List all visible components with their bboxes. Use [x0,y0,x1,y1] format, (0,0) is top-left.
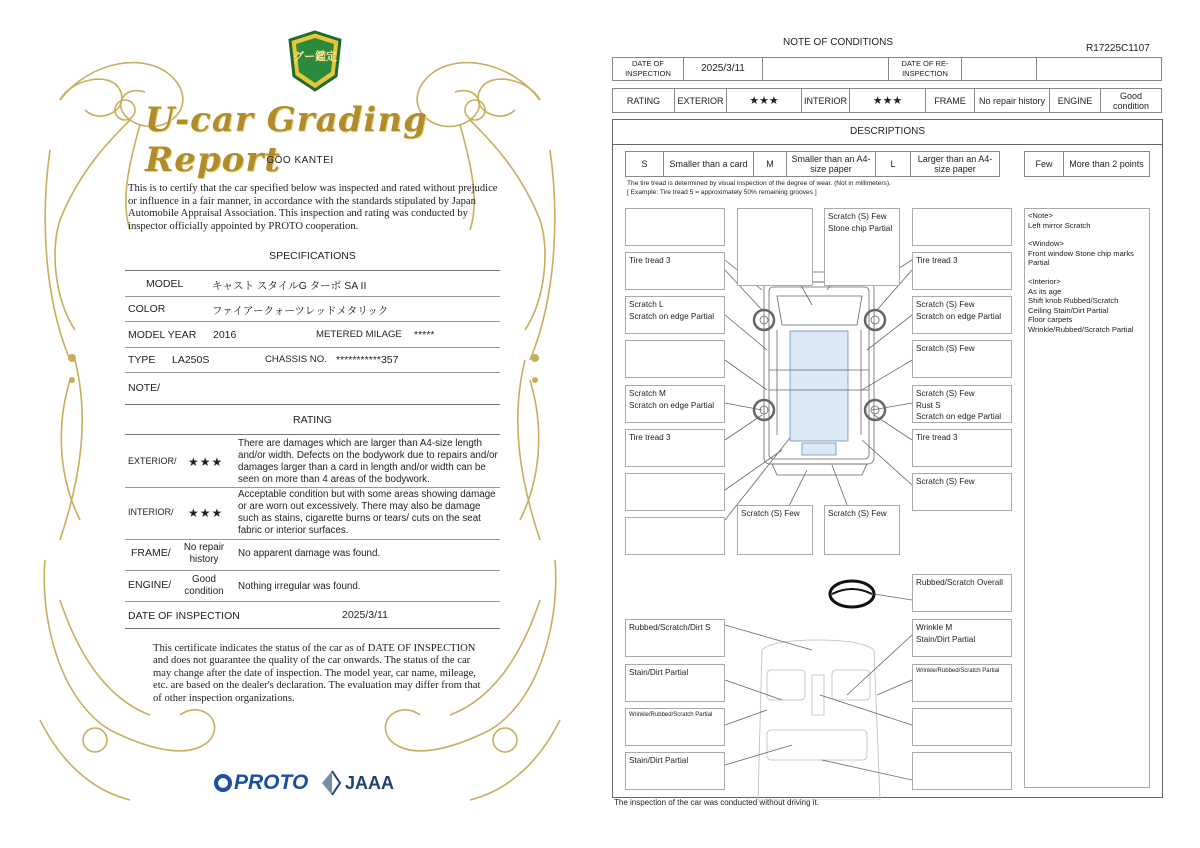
interior-label: INTERIOR/ [128,507,174,517]
notes-interior-heading: <Interior> [1028,276,1061,286]
note-box-left-rear-door: Scratch M Scratch on edge Partial [625,385,725,423]
report-subtitle: GOO KANTEI [266,155,334,166]
date-of-inspection-label: DATE OF INSPECTION [612,57,684,81]
exterior-label: EXTERIOR/ [128,456,177,466]
jaaa-logo [320,770,394,796]
date-of-inspection-value: 2025/3/11 [342,609,388,621]
engine-value: Good condition [1100,88,1162,113]
note-of-conditions-heading: NOTE OF CONDITIONS [783,37,893,48]
divider [125,321,500,322]
notes-window-heading: <Window> [1028,239,1064,249]
divider [125,270,500,271]
proto-logo-text: PROTO [234,771,309,794]
jaaa-logo-text: JAAA [345,772,395,793]
tire-tread-note: The tire tread is determined by visual inspection of the degree of wear. (Not in millimeters). [627,180,891,187]
spacer [1028,268,1146,277]
date-of-reinspection-label: DATE OF RE-INSPECTION [888,57,962,81]
note-box-top-right [912,208,1012,246]
spacer [1028,230,1146,239]
mileage-label: METERED MILAGE [316,329,402,340]
note-box-front-seat-left: Stain/Dirt Partial [625,664,725,702]
engine-description: Nothing irregular was found. [238,581,361,592]
tire-tread-example: [ Example: Tire tread 5 = approximately 50% remaining grooves ] [627,189,817,196]
note-box-top-center-right: Scratch (S) Few Stone chip Partial [824,208,900,286]
note-label: NOTE/ [128,382,161,394]
note-box-steering: Rubbed/Scratch Overall [912,574,1012,612]
divider [125,628,500,629]
engine-label: ENGINE/ [128,579,172,591]
notes-column [1024,208,1150,788]
frame-description: No apparent damage was found. [238,548,381,559]
note-box-floor-left: Wrinkle/Rubbed/Scratch Partial [625,708,725,746]
certify-statement: This is to certify that the car specified below was inspected and rated without prejudice or influence in a fair manner, in accordance with the standards stipulated by Japan Automobile Appraisal Association. This inspection and rating was conducted by inspector officially appointed by PROTO cooperation. [128,183,498,232]
note-box-left-rear [625,473,725,511]
note-box-left-tire-front: Tire tread 3 [625,252,725,290]
legend-s-desc: Smaller than a card [663,151,754,177]
frame-value: No repair history [183,542,225,565]
descriptions-heading: DESCRIPTIONS [849,126,925,137]
exterior-label: EXTERIOR [674,88,727,113]
note-box-bottom-center-right: Scratch (S) Few [824,505,900,555]
goo-kantei-badge [288,30,342,92]
reference-number: R17225C1107 [1086,43,1150,54]
divider [125,487,500,488]
model-year-value: 2016 [213,329,237,341]
note-box-right-rear-corner: Scratch (S) Few [912,473,1012,511]
divider [125,539,500,540]
frame-value: No repair history [974,88,1050,113]
legend-m: M [753,151,787,177]
note-box-top-left [625,208,725,246]
model-value: キャスト スタイルG ターボ SA II [212,280,367,292]
engine-value: Good condition [184,574,224,597]
note-box-floor-right [912,708,1012,746]
proto-logo [214,770,308,796]
interior-stars: ★★★ [849,88,926,113]
note-box-left-bottom [625,517,725,555]
divider [125,296,500,297]
reinspection-value-cell [961,57,1037,81]
reinspection-blank-cell [1036,57,1162,81]
model-label: MODEL [146,278,184,290]
notes-window-text: Front window Stone chip marks Partial [1028,248,1134,268]
note-box-dash-right: Wrinkle M Stain/Dirt Partial [912,619,1012,657]
certificate-footer: This certificate indicates the status of the car as of DATE OF INSPECTION and does not guarantee the quality of the car onwards. The status of the car may change after the date of inspection. The model year, car name, mileage, etc. are based on the dealer's declaration. The evaluation may differ from that of other inspection organizations. [153,643,481,704]
exterior-stars: ★★★ [188,455,224,469]
color-label: COLOR [128,303,166,315]
divider [612,144,1163,145]
engine-label: ENGINE [1049,88,1101,113]
interior-description: Acceptable condition but with some areas showing damage or are worn out excessively. There may also be damage such as stains, cigarette burns or tears/ cuts on the seat fabric or interior surfaces. [238,489,496,536]
note-box-rear-seat-left: Stain/Dirt Partial [625,752,725,790]
note-box-top-center-left [737,208,813,286]
divider [125,347,500,348]
note-box-dash-left: Rubbed/Scratch/Dirt S [625,619,725,657]
color-value: ファイアークォーツレッドメタリック [212,305,389,317]
exterior-stars: ★★★ [726,88,802,113]
divider [125,404,500,405]
divider [125,372,500,373]
divider [125,434,500,435]
proto-logo-icon [214,774,232,792]
legend-m-desc: Smaller than an A4-size paper [786,151,876,177]
badge-text: グー鑑定 [293,51,337,63]
interior-label: INTERIOR [801,88,850,113]
note-box-left-front-door: Scratch L Scratch on edge Partial [625,296,725,334]
rating-heading: RATING [293,414,332,426]
frame-label: FRAME/ [131,547,171,559]
note-box-right-front-door: Scratch (S) Few Scratch on edge Partial [912,296,1012,334]
note-box-left-mid [625,340,725,378]
report-title: U-car Grading Report [145,100,428,180]
note-box-right-mid: Scratch (S) Few [912,340,1012,378]
notes-note-text: Left mirror Scratch [1028,220,1091,230]
date-of-inspection-label: DATE OF INSPECTION [128,610,240,622]
note-box-right-tire-front: Tire tread 3 [912,252,1012,290]
legend-l-desc: Larger than an A4-size paper [910,151,1000,177]
jaaa-mark-icon [320,770,342,796]
legend-few-desc: More than 2 points [1063,151,1150,177]
legend-l: L [875,151,911,177]
type-label: TYPE [128,354,156,366]
date-blank-cell [762,57,889,81]
note-box-rear-seat-right [912,752,1012,790]
divider [125,570,500,571]
mileage-value: ***** [414,329,435,341]
note-box-left-tire-rear: Tire tread 3 [625,429,725,467]
chassis-value: ***********357 [336,354,399,366]
notes-interior-text: As its age Shift knob Rubbed/Scratch Ceiling Stain/Dirt Partial Floor carpets Wrinkle/Rubbed/Scratch Partial [1028,286,1134,334]
inspection-footer-note: The inspection of the car was conducted without driving it. [614,798,819,807]
interior-stars: ★★★ [188,506,224,520]
divider [125,601,500,602]
note-box-right-rear-door: Scratch (S) Few Rust S Scratch on edge Partial [912,385,1012,423]
note-box-bottom-center-left: Scratch (S) Few [737,505,813,555]
note-box-right-tire-rear: Tire tread 3 [912,429,1012,467]
rating-label: RATING [612,88,675,113]
date-of-inspection-value: 2025/3/11 [683,57,763,81]
legend-s: S [625,151,664,177]
type-value: LA250S [172,354,210,366]
frame-label: FRAME [925,88,975,113]
legend-few: Few [1024,151,1064,177]
exterior-description: There are damages which are larger than A4-size length and/or width. Defects on the bodywork due to repairs and/or damages larger than a card in length and/or width can be seen on more than 4 areas of the bodywork. [238,438,498,485]
specifications-heading: SPECIFICATIONS [269,250,356,262]
notes-note-heading: <Note> [1028,211,1053,220]
chassis-label: CHASSIS NO. [265,354,327,365]
model-year-label: MODEL YEAR [128,329,197,341]
note-box-front-seat-right: Wrinkle/Rubbed/Scratch Partial [912,664,1012,702]
